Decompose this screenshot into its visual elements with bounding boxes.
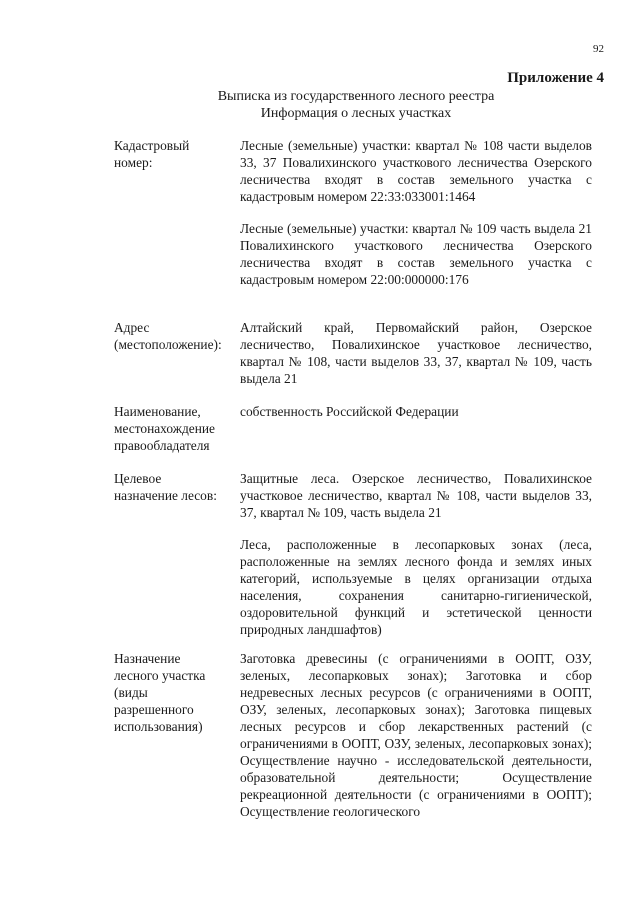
field-label: Назначение лесного участка (виды разрешенного использования)	[114, 651, 206, 734]
value-paragraph: Лесные (земельные) участки: квартал № 108 части выделов 33, 37 Повалихинского участкового лесничества Озерского лесничества входят в состав земельного участка с кадастровым номером 22:33:033001:1464	[240, 138, 592, 204]
field-value	[240, 137, 592, 288]
page-number: 92	[593, 43, 604, 55]
heading-line-2: Информация о лесных участках	[260, 106, 452, 121]
field-label: Наименование, местонахождение правообладателя	[114, 404, 216, 453]
heading-line-1: Выписка из государственного лесного реестра	[217, 89, 495, 104]
value-paragraph: Защитные леса. Озерское лесничество, Повалихинское участковое лесничество, квартал № 108, части выделов 33, 37, квартал № 109, часть выдела 21	[240, 471, 592, 520]
field-label: Адрес (местоположение):	[114, 320, 222, 352]
field-label: Целевое назначение лесов:	[114, 471, 217, 503]
field-value	[240, 319, 592, 387]
field-value	[240, 650, 592, 820]
appendix-title: Приложение 4	[507, 70, 604, 86]
value-paragraph: Лесные (земельные) участки: квартал № 109 часть выдела 21 Повалихинского участкового лесничества Озерского лесничества входят в состав земельного участка с кадастровым номером 22:00:000000:176	[240, 221, 592, 287]
value-paragraph: Леса, расположенные в лесопарковых зонах (леса, расположенные на землях лесного фонда и землях иных категорий, используемые в целях организации отдыха населения, сохранения санитарно-гигиенической, оздоровительной функций и эстетической ценности природных ландшафтов)	[240, 537, 592, 637]
field-label: Кадастровый номер:	[114, 138, 190, 170]
value-paragraph: собственность Российской Федерации	[240, 404, 459, 419]
field-value	[240, 403, 592, 420]
value-paragraph: Заготовка древесины (с ограничениями в ООПТ, ОЗУ, зеленых, лесопарковых зонах); Заготовка и сбор недревесных лесных ресурсов (с ограничениями в ООПТ, ОЗУ, зеленых, лесопарковых зонах); Заготовка пищевых лесных ресурсов и сбор лекарственных растений (с ограничениями в ООПТ, ОЗУ, зеленых, лесопарковых зонах); Осуществление научно - исследовательской деятельности, образовательной деятельности; Осуществление рекреационной деятельности (с ограничениями в ООПТ); Осуществление геологического	[240, 651, 592, 819]
value-paragraph: Алтайский край, Первомайский район, Озерское лесничество, Повалихинское участковое лесничество, квартал № 108, части выделов 33, 37, квартал № 109, часть выдела 21	[240, 320, 592, 386]
field-value	[240, 470, 592, 638]
document-heading	[0, 88, 640, 122]
